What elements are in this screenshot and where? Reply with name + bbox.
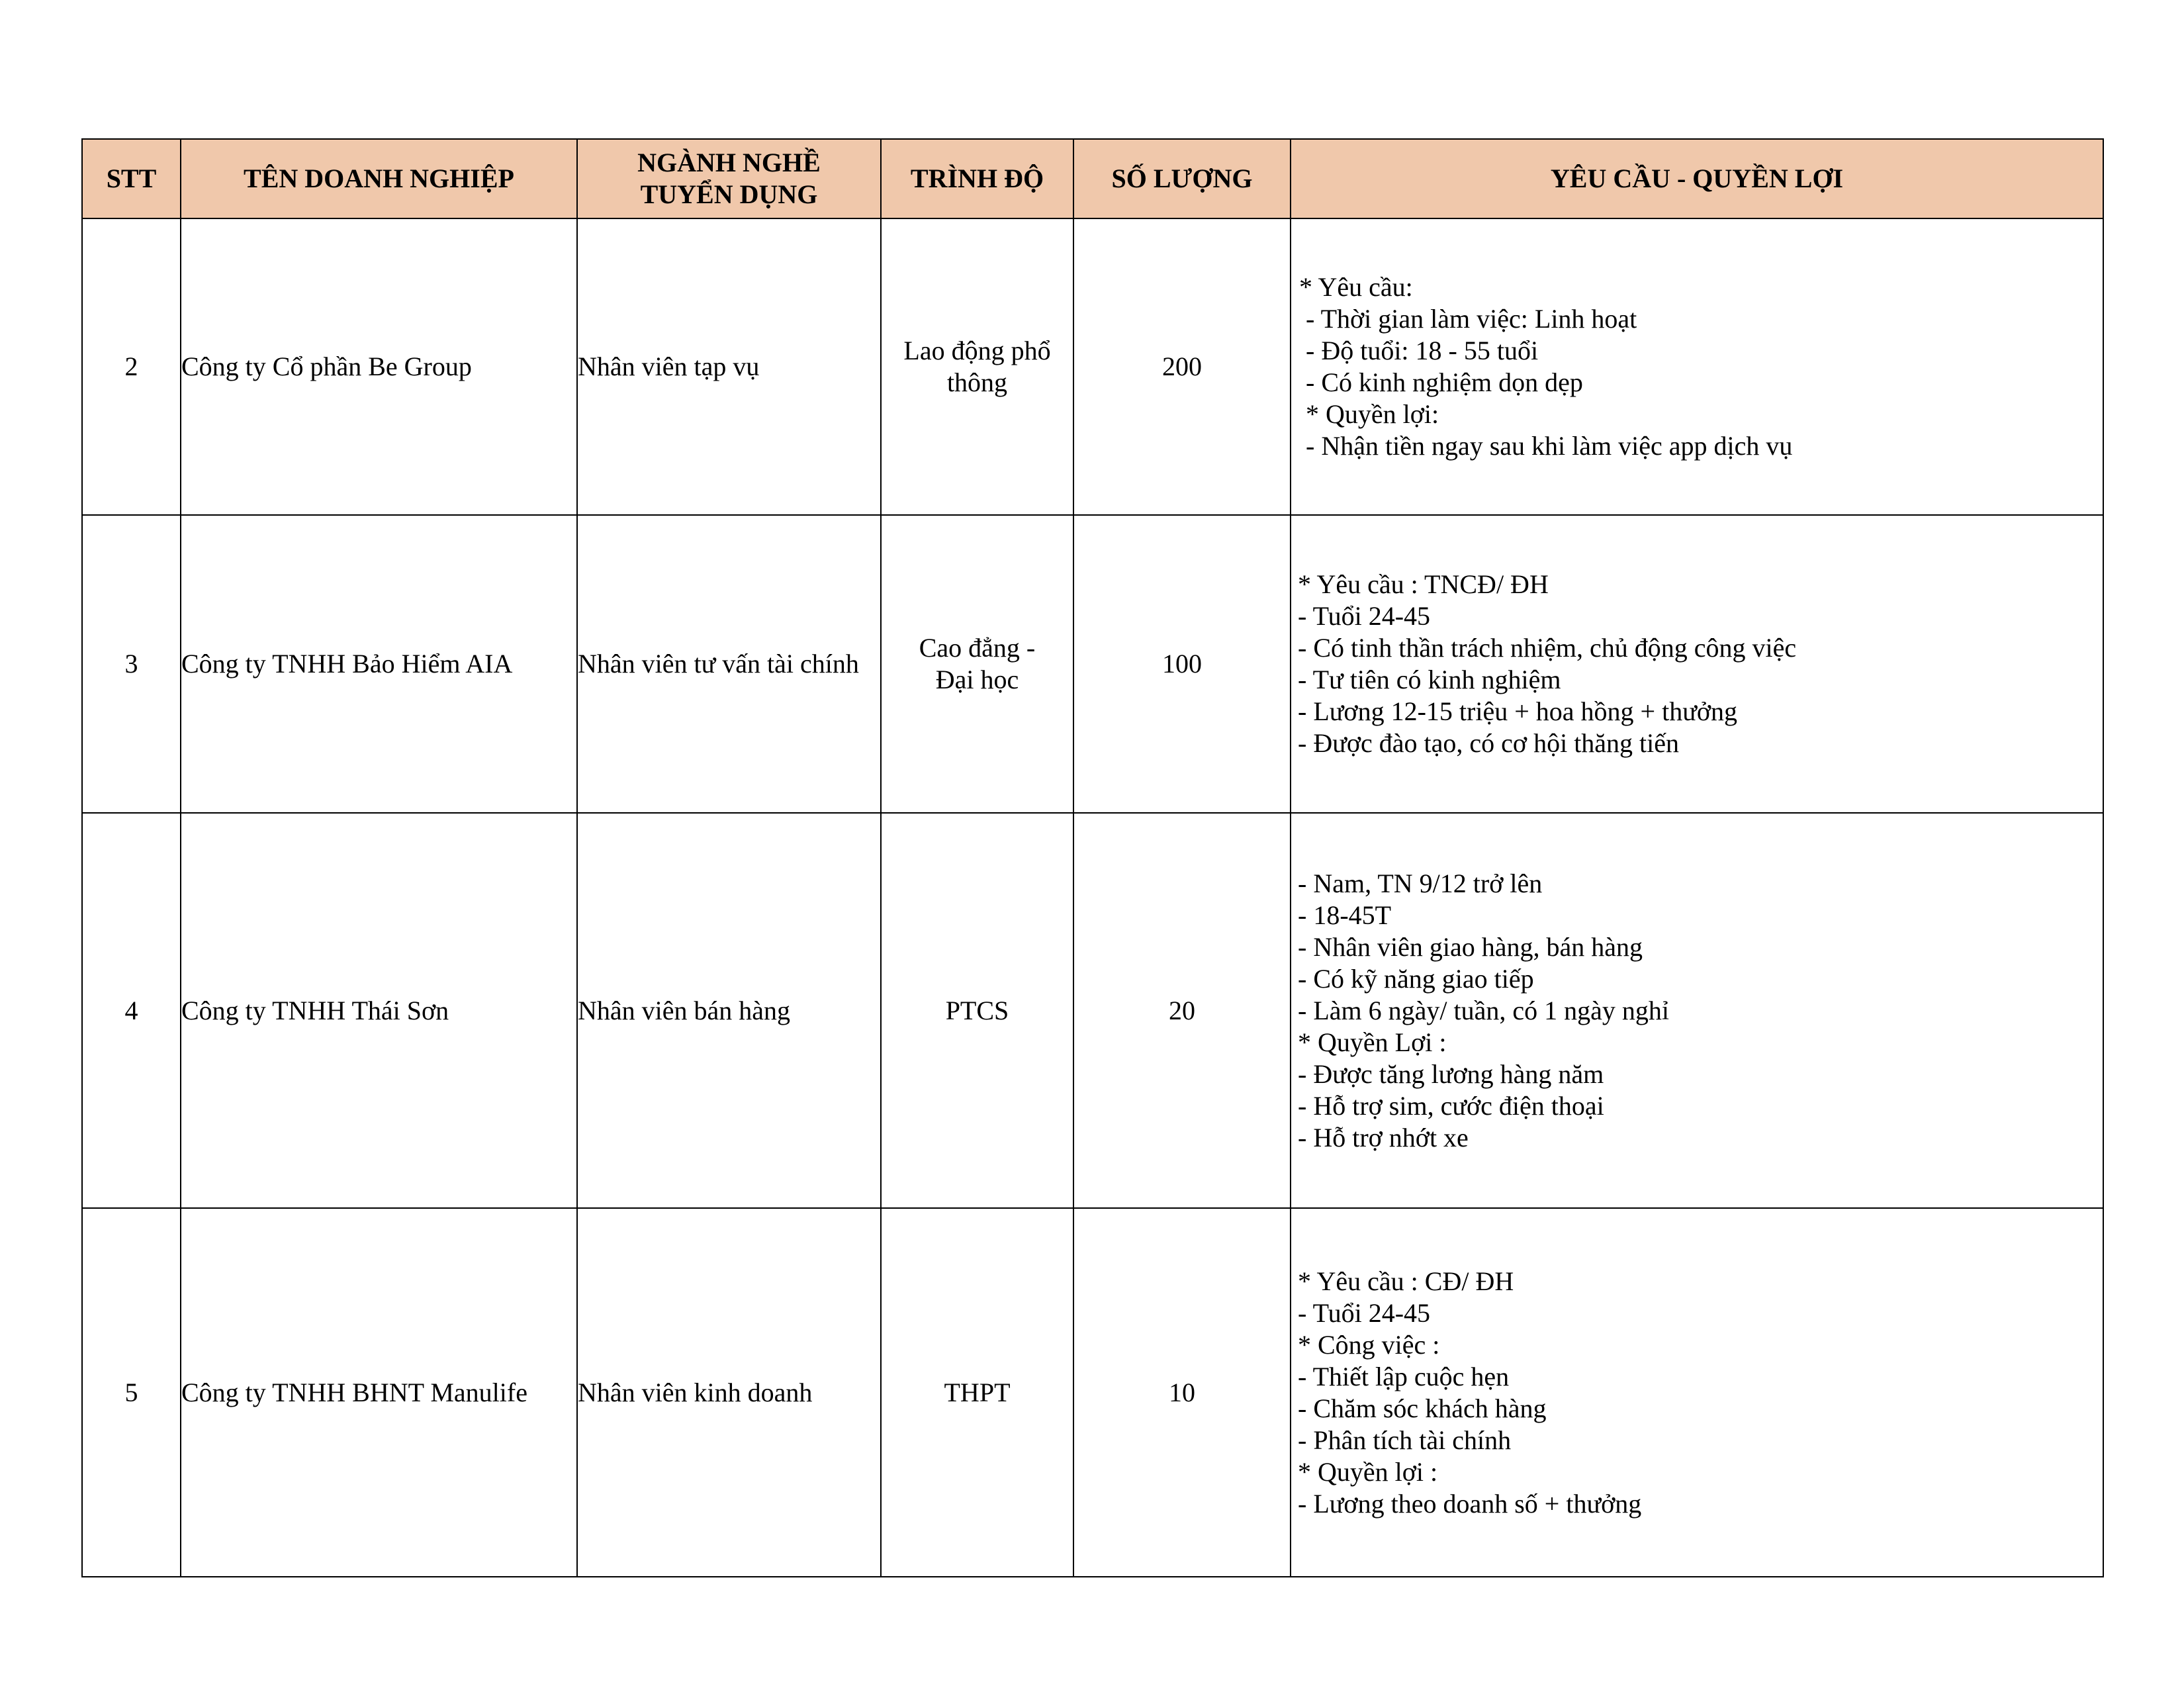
requirement-line: * Yêu cầu : CĐ/ ĐH bbox=[1291, 1266, 1514, 1296]
row-quantity: 10 bbox=[1073, 1208, 1291, 1577]
requirement-line: - Nam, TN 9/12 trở lên bbox=[1291, 868, 1543, 898]
row-quantity: 200 bbox=[1073, 218, 1291, 515]
row-requirements bbox=[1291, 813, 2103, 1208]
requirement-line: - Nhận tiền ngay sau khi làm việc app dịch vụ bbox=[1299, 431, 1793, 461]
requirement-line: * Quyền lợi: bbox=[1299, 399, 1439, 429]
row-field: Nhân viên tư vấn tài chính bbox=[577, 515, 881, 813]
row-stt: 5 bbox=[82, 1208, 181, 1577]
requirement-line: - 18-45T bbox=[1291, 900, 1392, 930]
row-level: PTCS bbox=[881, 813, 1073, 1208]
header-field: NGÀNH NGHỀ TUYỂN DỤNG bbox=[577, 139, 881, 218]
requirement-line: - Tuổi 24-45 bbox=[1291, 1297, 1431, 1328]
requirement-line: - Độ tuổi: 18 - 55 tuổi bbox=[1299, 336, 1539, 365]
row-level: Cao đẳng - Đại học bbox=[881, 515, 1073, 813]
requirement-line: - Tuổi 24-45 bbox=[1291, 601, 1431, 631]
table-row bbox=[82, 813, 2103, 1208]
requirement-line: - Làm 6 ngày/ tuần, có 1 ngày nghỉ bbox=[1291, 995, 1669, 1025]
table-row bbox=[82, 515, 2103, 813]
requirement-line: - Thời gian làm việc: Linh hoạt bbox=[1299, 304, 1637, 334]
row-field: Nhân viên bán hàng bbox=[577, 813, 881, 1208]
header-stt: STT bbox=[82, 139, 181, 218]
requirement-line: * Yêu cầu : TNCĐ/ ĐH bbox=[1291, 569, 1549, 599]
requirement-line: - Có tinh thần trách nhiệm, chủ động công việc bbox=[1291, 633, 1797, 663]
row-level: THPT bbox=[881, 1208, 1073, 1577]
requirement-line: - Chăm sóc khách hàng bbox=[1291, 1393, 1547, 1423]
requirement-line: - Nhân viên giao hàng, bán hàng bbox=[1291, 931, 1643, 962]
requirement-line: - Được tăng lương hàng năm bbox=[1291, 1058, 1604, 1089]
row-requirements bbox=[1291, 218, 2103, 515]
row-requirements bbox=[1291, 515, 2103, 813]
requirement-line: - Hỗ trợ sim, cước điện thoại bbox=[1291, 1090, 1604, 1121]
row-requirements bbox=[1291, 1208, 2103, 1577]
row-stt: 3 bbox=[82, 515, 181, 813]
requirement-line: - Lương theo doanh số + thưởng bbox=[1291, 1488, 1642, 1519]
row-quantity: 20 bbox=[1073, 813, 1291, 1208]
requirement-line: - Lương 12-15 triệu + hoa hồng + thưởng bbox=[1291, 696, 1738, 726]
requirement-line: - Phân tích tài chính bbox=[1291, 1425, 1512, 1455]
requirement-line: * Quyền Lợi : bbox=[1291, 1027, 1447, 1057]
header-row bbox=[82, 139, 2103, 218]
table-row bbox=[82, 1208, 2103, 1577]
row-stt: 4 bbox=[82, 813, 181, 1208]
header-quantity: SỐ LƯỢNG bbox=[1073, 139, 1291, 218]
requirement-line: - Thiết lập cuộc hẹn bbox=[1291, 1361, 1510, 1391]
requirement-line: - Tư tiên có kinh nghiệm bbox=[1291, 665, 1561, 694]
header-level: TRÌNH ĐỘ bbox=[881, 139, 1073, 218]
row-company: Công ty TNHH Bảo Hiểm AIA bbox=[181, 515, 577, 813]
header-requirements: YÊU CẦU - QUYỀN LỢI bbox=[1291, 139, 2103, 218]
requirement-line: - Được đào tạo, có cơ hội thăng tiến bbox=[1291, 728, 1680, 758]
requirement-line: * Quyền lợi : bbox=[1291, 1456, 1438, 1487]
requirement-line: - Có kỹ năng giao tiếp bbox=[1291, 963, 1534, 994]
row-company: Công ty TNHH Thái Sơn bbox=[181, 813, 577, 1208]
row-stt: 2 bbox=[82, 218, 181, 515]
recruitment-table bbox=[81, 138, 2104, 1577]
row-quantity: 100 bbox=[1073, 515, 1291, 813]
requirement-line: * Yêu cầu: bbox=[1299, 272, 1413, 302]
requirement-line: * Công việc : bbox=[1291, 1329, 1440, 1360]
table-row bbox=[82, 218, 2103, 515]
header-company: TÊN DOANH NGHIỆP bbox=[181, 139, 577, 218]
row-company: Công ty TNHH BHNT Manulife bbox=[181, 1208, 577, 1577]
requirement-line: - Có kinh nghiệm dọn dẹp bbox=[1299, 367, 1583, 397]
row-field: Nhân viên kinh doanh bbox=[577, 1208, 881, 1577]
row-company: Công ty Cổ phần Be Group bbox=[181, 218, 577, 515]
requirement-line: - Hỗ trợ nhớt xe bbox=[1291, 1122, 1469, 1152]
row-field: Nhân viên tạp vụ bbox=[577, 218, 881, 515]
row-level: Lao động phổ thông bbox=[881, 218, 1073, 515]
